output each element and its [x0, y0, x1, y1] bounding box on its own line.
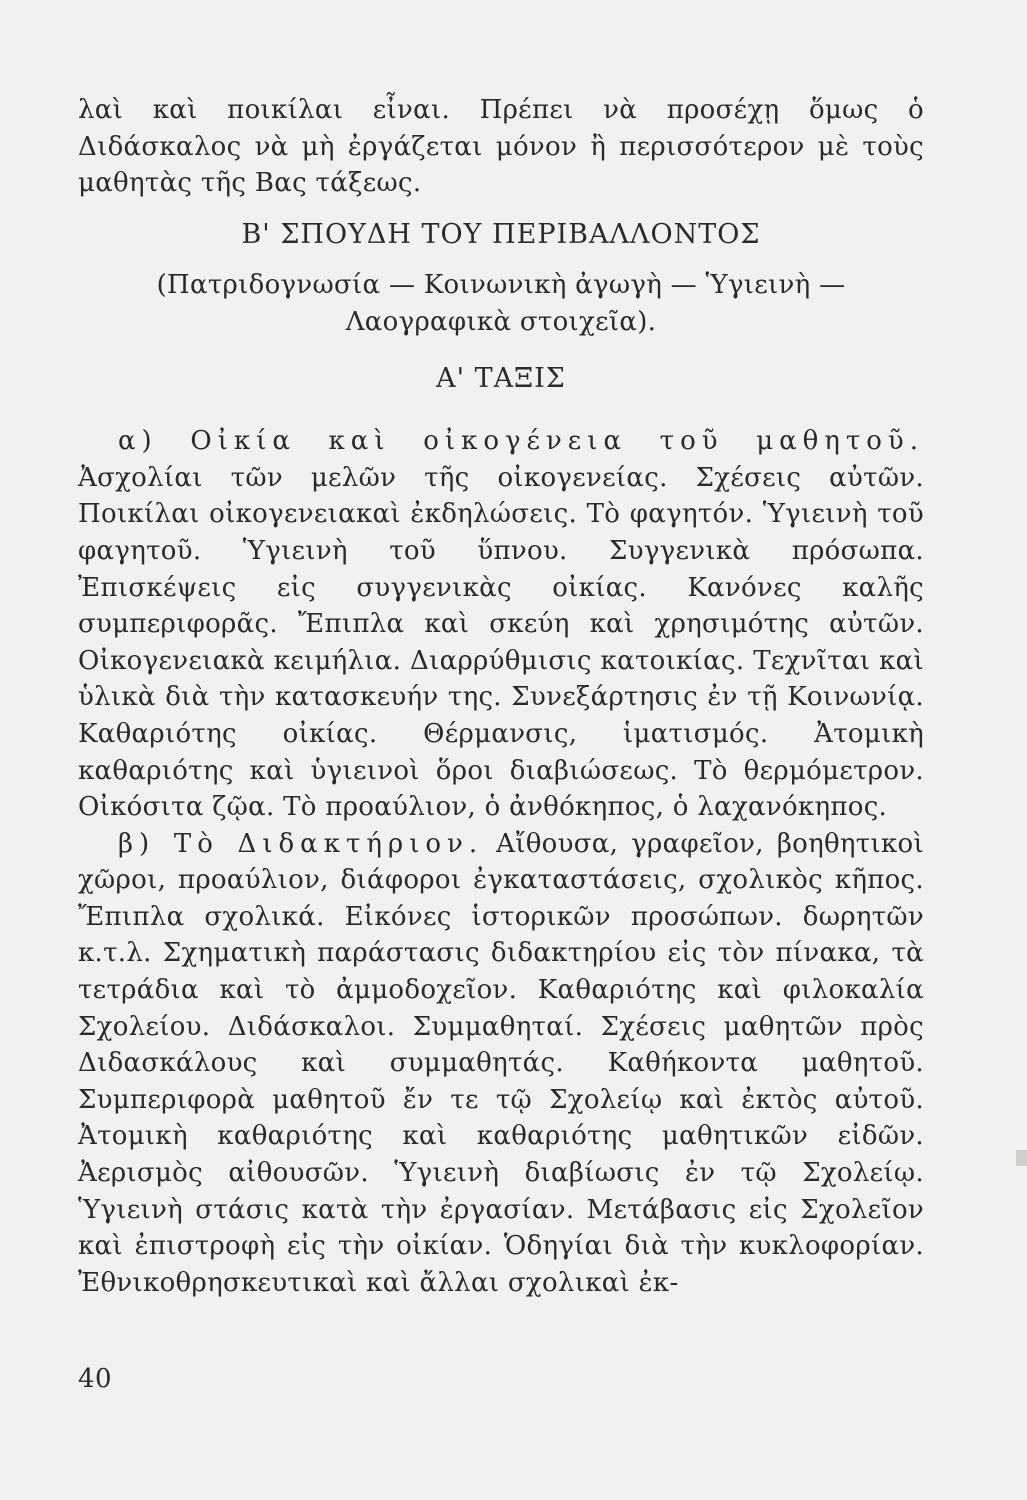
- item-a-title: α) Οἰκία καὶ οἰκογένεια τοῦ μαθητοῦ.: [118, 426, 924, 457]
- item-b-body: Αἴθουσα, γραφεῖον, βοηθητικοὶ χῶροι, προαύλιον, διάφοροι ἐγκαταστάσεις, σχολικὸς κῆπος. Ἔπιπλα σχολικά. Εἰκόνες ἱστορικῶν προσώπων. δωρητῶν κ.τ.λ. Σχηματικὴ παράστασις διδακτηρίου εἰς τὸν πίνακα, τὰ τετράδια καὶ τὸ ἀμμοδοχεῖον. Καθαριότης καὶ φιλοκαλία Σχολείου. Διδάσκαλοι. Συμμαθηταί. Σχέσεις μαθητῶν πρὸς Διδασκάλους καὶ συμμαθητάς. Καθήκοντα μαθητοῦ. Συμπεριφορὰ μαθητοῦ ἔν τε τῷ Σχολείῳ καὶ ἐκτὸς αὐτοῦ. Ἀτομικὴ καθαριότης καὶ καθαριότης μαθητικῶν εἰδῶν. Ἀερισμὸς αἰθουσῶν. Ὑγιεινὴ διαβίωσις ἐν τῷ Σχολείῳ. Ὑγιεινὴ στάσις κατὰ τὴν ἐργασίαν. Μετάβασις εἰς Σχολεῖον καὶ ἐπιστροφὴ εἰς τὴν οἰκίαν. Ὁδηγίαι διὰ τὴν κυκλοφορίαν. Ἐθνικοθρησκευτικαὶ καὶ ἄλλαι σχολικαὶ ἐκ-: [78, 828, 924, 1298]
- item-b-title: β) Τὸ Διδακτήριον.: [118, 828, 484, 859]
- section-heading: Β' ΣΠΟΥΔΗ ΤΟΥ ΠΕΡΙΒΑΛΛΟΝΤΟΣ: [241, 218, 761, 250]
- item-a-body: Ἀσχολίαι τῶν μελῶν τῆς οἰκογενείας. Σχέσεις αὐτῶν. Ποικίλαι οἰκογενειακαὶ ἐκδηλώσεις. Τὸ φαγητόν. Ὑγιεινὴ τοῦ φαγητοῦ. Ὑγιεινὴ τοῦ ὕπνου. Συγγενικὰ πρόσωπα. Ἐπισκέψεις εἰς συγγενικὰς οἰκίας. Κανόνες καλῆς συμπεριφορᾶς. Ἔπιπλα καὶ σκεύη καὶ χρησιμότης αὐτῶν. Οἰκογενειακὰ κειμήλια. Διαρρύθμισις κατοικίας. Τεχνῖται καὶ ὑλικὰ διὰ τὴν κατασκευήν της. Συνεξάρτησις ἐν τῇ Κοινωνίᾳ. Καθαριότης οἰκίας. Θέρμανσις, ἱματισμός. Ἀτομικὴ καθαριότης καὶ ὑγιεινοὶ ὅροι διαβιώσεως. Τὸ θερμόμετρον. Οἰκόσιτα ζῷα. Τὸ προαύλιον, ὁ ἀνθόκηπος, ὁ λαχανόκηπος.: [78, 462, 924, 823]
- item-b-paragraph: [78, 826, 924, 1302]
- class-heading: Α' ΤΑΞΙΣ: [436, 362, 566, 394]
- scan-edge-mark: [1016, 1150, 1027, 1166]
- page-number: 40: [78, 1364, 113, 1394]
- section-subtitle: (Πατριδογνωσία — Κοινωνικὴ ἀγωγὴ — Ὑγιεινὴ — Λαογραφικὰ στοιχεῖα).: [156, 270, 846, 337]
- intro-paragraph: λαὶ καὶ ποικίλαι εἶναι. Πρέπει νὰ προσέχῃ ὅμως ὁ Διδάσκαλος νὰ μὴ ἐργάζεται μόνον ἢ περισσότερον μὲ τοὺς μαθητὰς τῆς Βας τάξεως.: [78, 95, 924, 199]
- page-text-block: [78, 92, 924, 1301]
- item-a-paragraph: [78, 423, 924, 826]
